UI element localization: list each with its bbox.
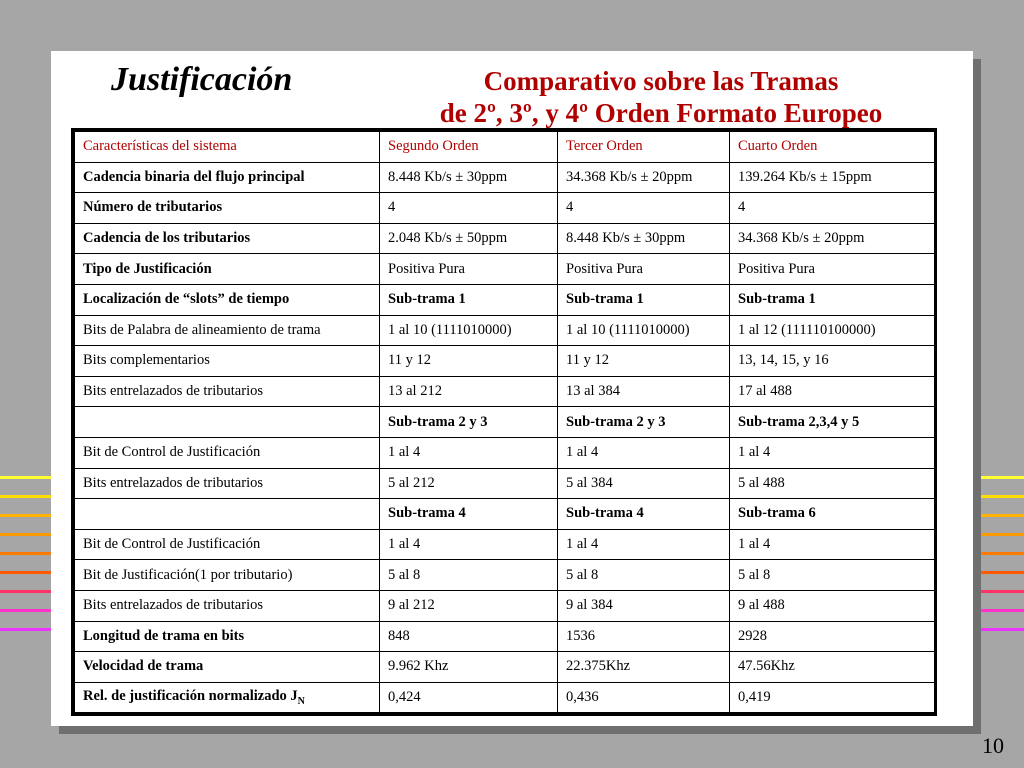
table-cell bbox=[380, 346, 558, 377]
cell-text: 5 al 8 bbox=[566, 566, 599, 583]
table-cell bbox=[380, 437, 558, 468]
cell-text: Positiva Pura bbox=[388, 260, 465, 277]
cell-text: Bit de Control de Justificación bbox=[83, 444, 261, 461]
table-cell bbox=[380, 682, 558, 713]
table-cell bbox=[558, 193, 730, 224]
cell-text: 4 bbox=[566, 199, 574, 216]
table-cell bbox=[558, 284, 730, 315]
cell-text: 139.264 Kb/s ± 15ppm bbox=[738, 168, 872, 185]
table-cell bbox=[558, 346, 730, 377]
table-cell bbox=[730, 682, 935, 713]
slide-subtitle bbox=[391, 65, 931, 129]
cell-text: 11 y 12 bbox=[566, 352, 609, 369]
cell-text: 9.962 Khz bbox=[388, 658, 449, 675]
table-cell bbox=[558, 315, 730, 346]
cell-text: 17 al 488 bbox=[738, 383, 792, 400]
table-row bbox=[75, 162, 935, 193]
cell-text: Positiva Pura bbox=[738, 260, 815, 277]
table-row bbox=[75, 407, 935, 438]
cell-text: 22.375Khz bbox=[566, 658, 631, 675]
cell-text: Bits entrelazados de tributarios bbox=[83, 597, 263, 614]
table-row bbox=[75, 254, 935, 285]
cell-text: Bit de Control de Justificación bbox=[83, 536, 261, 553]
cell-text: 4 bbox=[738, 199, 746, 216]
table-cell bbox=[730, 652, 935, 683]
table-cell bbox=[75, 346, 380, 377]
cell-text: 1 al 4 bbox=[388, 536, 421, 553]
cell-text: 1 al 4 bbox=[388, 444, 421, 461]
table-cell bbox=[730, 621, 935, 652]
table-cell bbox=[730, 162, 935, 193]
cell-text: 5 al 384 bbox=[566, 474, 613, 491]
table-cell bbox=[75, 621, 380, 652]
table-cell bbox=[380, 407, 558, 438]
slide-title: Justificación bbox=[111, 61, 293, 98]
cell-text: 1 al 4 bbox=[566, 444, 599, 461]
cell-text: Cadencia de los tributarios bbox=[83, 230, 251, 247]
cell-text: Localización de “slots” de tiempo bbox=[83, 291, 290, 308]
table-cell bbox=[75, 223, 380, 254]
table-row bbox=[75, 682, 935, 713]
cell-text: Velocidad de trama bbox=[83, 658, 204, 675]
table-cell bbox=[558, 223, 730, 254]
table-cell bbox=[730, 468, 935, 499]
cell-text: Bits complementarios bbox=[83, 352, 210, 369]
cell-text: Rel. de justificación normalizado J bbox=[83, 688, 298, 705]
table-row bbox=[75, 223, 935, 254]
table-cell bbox=[730, 223, 935, 254]
table-cell bbox=[75, 590, 380, 621]
table-cell bbox=[730, 346, 935, 377]
cell-text: Sub-trama 1 bbox=[388, 291, 466, 308]
cell-text: 1 al 4 bbox=[738, 444, 771, 461]
table-row bbox=[75, 621, 935, 652]
cell-text: 2928 bbox=[738, 627, 767, 644]
table-cell bbox=[558, 682, 730, 713]
table-cell bbox=[75, 315, 380, 346]
table-cell bbox=[730, 529, 935, 560]
cell-text: Número de tributarios bbox=[83, 199, 223, 216]
cell-text: Sub-trama 6 bbox=[738, 505, 816, 522]
table-row bbox=[75, 315, 935, 346]
cell-text: Sub-trama 2,3,4 y 5 bbox=[738, 413, 860, 430]
cell-text: Cadencia binaria del flujo principal bbox=[83, 168, 305, 185]
table-cell bbox=[380, 621, 558, 652]
cell-text: 9 al 212 bbox=[388, 597, 435, 614]
table-cell bbox=[730, 590, 935, 621]
cell-text: 1 al 4 bbox=[566, 536, 599, 553]
table-cell bbox=[730, 315, 935, 346]
cell-text: Bits entrelazados de tributarios bbox=[83, 474, 263, 491]
table-row bbox=[75, 376, 935, 407]
cell-text: Longitud de trama en bits bbox=[83, 627, 245, 644]
table-cell bbox=[380, 254, 558, 285]
table-cell bbox=[730, 193, 935, 224]
table-cell bbox=[75, 682, 380, 713]
cell-text: 848 bbox=[388, 627, 410, 644]
cell-text: Sub-trama 1 bbox=[566, 291, 644, 308]
cell-text: 8.448 Kb/s ± 30ppm bbox=[566, 230, 686, 247]
table-cell bbox=[730, 437, 935, 468]
table-row bbox=[75, 560, 935, 591]
subtitle-line-2: de 2º, 3º, y 4º Orden Formato Europeo bbox=[439, 98, 883, 128]
table-row bbox=[75, 468, 935, 499]
cell-text: Tipo de Justificación bbox=[83, 260, 212, 277]
table-cell bbox=[75, 560, 380, 591]
table-cell bbox=[75, 284, 380, 315]
cell-text: 34.368 Kb/s ± 20ppm bbox=[738, 230, 865, 247]
table-cell bbox=[730, 560, 935, 591]
cell-text: 1536 bbox=[566, 627, 595, 644]
cell-text: Sub-trama 4 bbox=[388, 505, 466, 522]
table-cell bbox=[558, 407, 730, 438]
cell-text: 5 al 8 bbox=[388, 566, 421, 583]
table-cell bbox=[380, 223, 558, 254]
cell-text: 5 al 8 bbox=[738, 566, 771, 583]
table-cell bbox=[75, 162, 380, 193]
subscript-n: N bbox=[297, 695, 305, 707]
cell-text: 0,424 bbox=[388, 688, 421, 705]
cell-text: 13 al 212 bbox=[388, 383, 442, 400]
cell-text: 1 al 4 bbox=[738, 536, 771, 553]
table-cell bbox=[730, 407, 935, 438]
table-cell bbox=[75, 254, 380, 285]
cell-text: 2.048 Kb/s ± 50ppm bbox=[388, 230, 508, 247]
table-cell bbox=[380, 590, 558, 621]
page-number: 10 bbox=[982, 733, 1004, 758]
subtitle-line-1: Comparativo sobre las Tramas bbox=[483, 66, 839, 96]
cell-text: 1 al 10 (1111010000) bbox=[566, 321, 690, 338]
table-cell bbox=[558, 437, 730, 468]
table-cell bbox=[75, 529, 380, 560]
header-cell: Cuarto Orden bbox=[730, 132, 935, 163]
table-cell bbox=[75, 437, 380, 468]
table-cell bbox=[558, 499, 730, 530]
header-cell: Segundo Orden bbox=[380, 132, 558, 163]
table-cell bbox=[558, 621, 730, 652]
cell-text: 9 al 488 bbox=[738, 597, 785, 614]
cell-text: 47.56Khz bbox=[738, 658, 795, 675]
cell-text: Bit de Justificación(1 por tributario) bbox=[83, 566, 293, 583]
table-cell bbox=[380, 560, 558, 591]
table-row bbox=[75, 437, 935, 468]
table-cell bbox=[558, 590, 730, 621]
cell-text: Sub-trama 4 bbox=[566, 505, 644, 522]
table-header-row bbox=[75, 132, 935, 163]
table-cell bbox=[380, 529, 558, 560]
cell-text: 9 al 384 bbox=[566, 597, 613, 614]
table-cell bbox=[380, 162, 558, 193]
table-cell bbox=[558, 376, 730, 407]
cell-text: 0,419 bbox=[738, 688, 771, 705]
table-cell bbox=[75, 193, 380, 224]
cell-text: Bits de Palabra de alineamiento de trama bbox=[83, 321, 321, 338]
cell-text: Sub-trama 2 y 3 bbox=[566, 413, 666, 430]
table-cell bbox=[558, 529, 730, 560]
table-cell bbox=[730, 376, 935, 407]
table-row bbox=[75, 652, 935, 683]
header-cell: Tercer Orden bbox=[558, 132, 730, 163]
table-cell bbox=[75, 652, 380, 683]
cell-text: Positiva Pura bbox=[566, 260, 643, 277]
table-cell bbox=[75, 407, 380, 438]
comparison-table-container bbox=[71, 128, 937, 716]
cell-text: 4 bbox=[388, 199, 396, 216]
table-row bbox=[75, 193, 935, 224]
comparison-table bbox=[74, 131, 935, 713]
table-cell bbox=[75, 376, 380, 407]
table-cell bbox=[380, 652, 558, 683]
cell-text: 5 al 488 bbox=[738, 474, 785, 491]
table-cell bbox=[380, 468, 558, 499]
header-cell: Características del sistema bbox=[75, 132, 380, 163]
table-cell bbox=[75, 468, 380, 499]
table-cell bbox=[558, 254, 730, 285]
cell-text: 34.368 Kb/s ± 20ppm bbox=[566, 168, 693, 185]
table-cell bbox=[558, 652, 730, 683]
table-row bbox=[75, 499, 935, 530]
cell-text: Sub-trama 2 y 3 bbox=[388, 413, 488, 430]
cell-text: 1 al 10 (1111010000) bbox=[388, 321, 512, 338]
cell-text: 13 al 384 bbox=[566, 383, 620, 400]
table-cell bbox=[730, 284, 935, 315]
table-cell bbox=[75, 499, 380, 530]
cell-text: 5 al 212 bbox=[388, 474, 435, 491]
cell-text: Bits entrelazados de tributarios bbox=[83, 383, 263, 400]
cell-text: 1 al 12 (111110100000) bbox=[738, 321, 876, 338]
table-cell bbox=[380, 376, 558, 407]
table-cell bbox=[730, 499, 935, 530]
table-row bbox=[75, 590, 935, 621]
cell-text: 0,436 bbox=[566, 688, 599, 705]
table-row bbox=[75, 529, 935, 560]
table-cell bbox=[380, 315, 558, 346]
cell-text: Sub-trama 1 bbox=[738, 291, 816, 308]
table-cell bbox=[380, 499, 558, 530]
table-cell bbox=[730, 254, 935, 285]
table-row bbox=[75, 346, 935, 377]
cell-text: 13, 14, 15, y 16 bbox=[738, 352, 829, 369]
table-row bbox=[75, 284, 935, 315]
table-cell bbox=[380, 193, 558, 224]
slide bbox=[51, 51, 973, 726]
table-cell bbox=[558, 162, 730, 193]
table-cell bbox=[558, 468, 730, 499]
cell-text: 11 y 12 bbox=[388, 352, 431, 369]
cell-text: 8.448 Kb/s ± 30ppm bbox=[388, 168, 508, 185]
table-cell bbox=[558, 560, 730, 591]
table-cell bbox=[380, 284, 558, 315]
